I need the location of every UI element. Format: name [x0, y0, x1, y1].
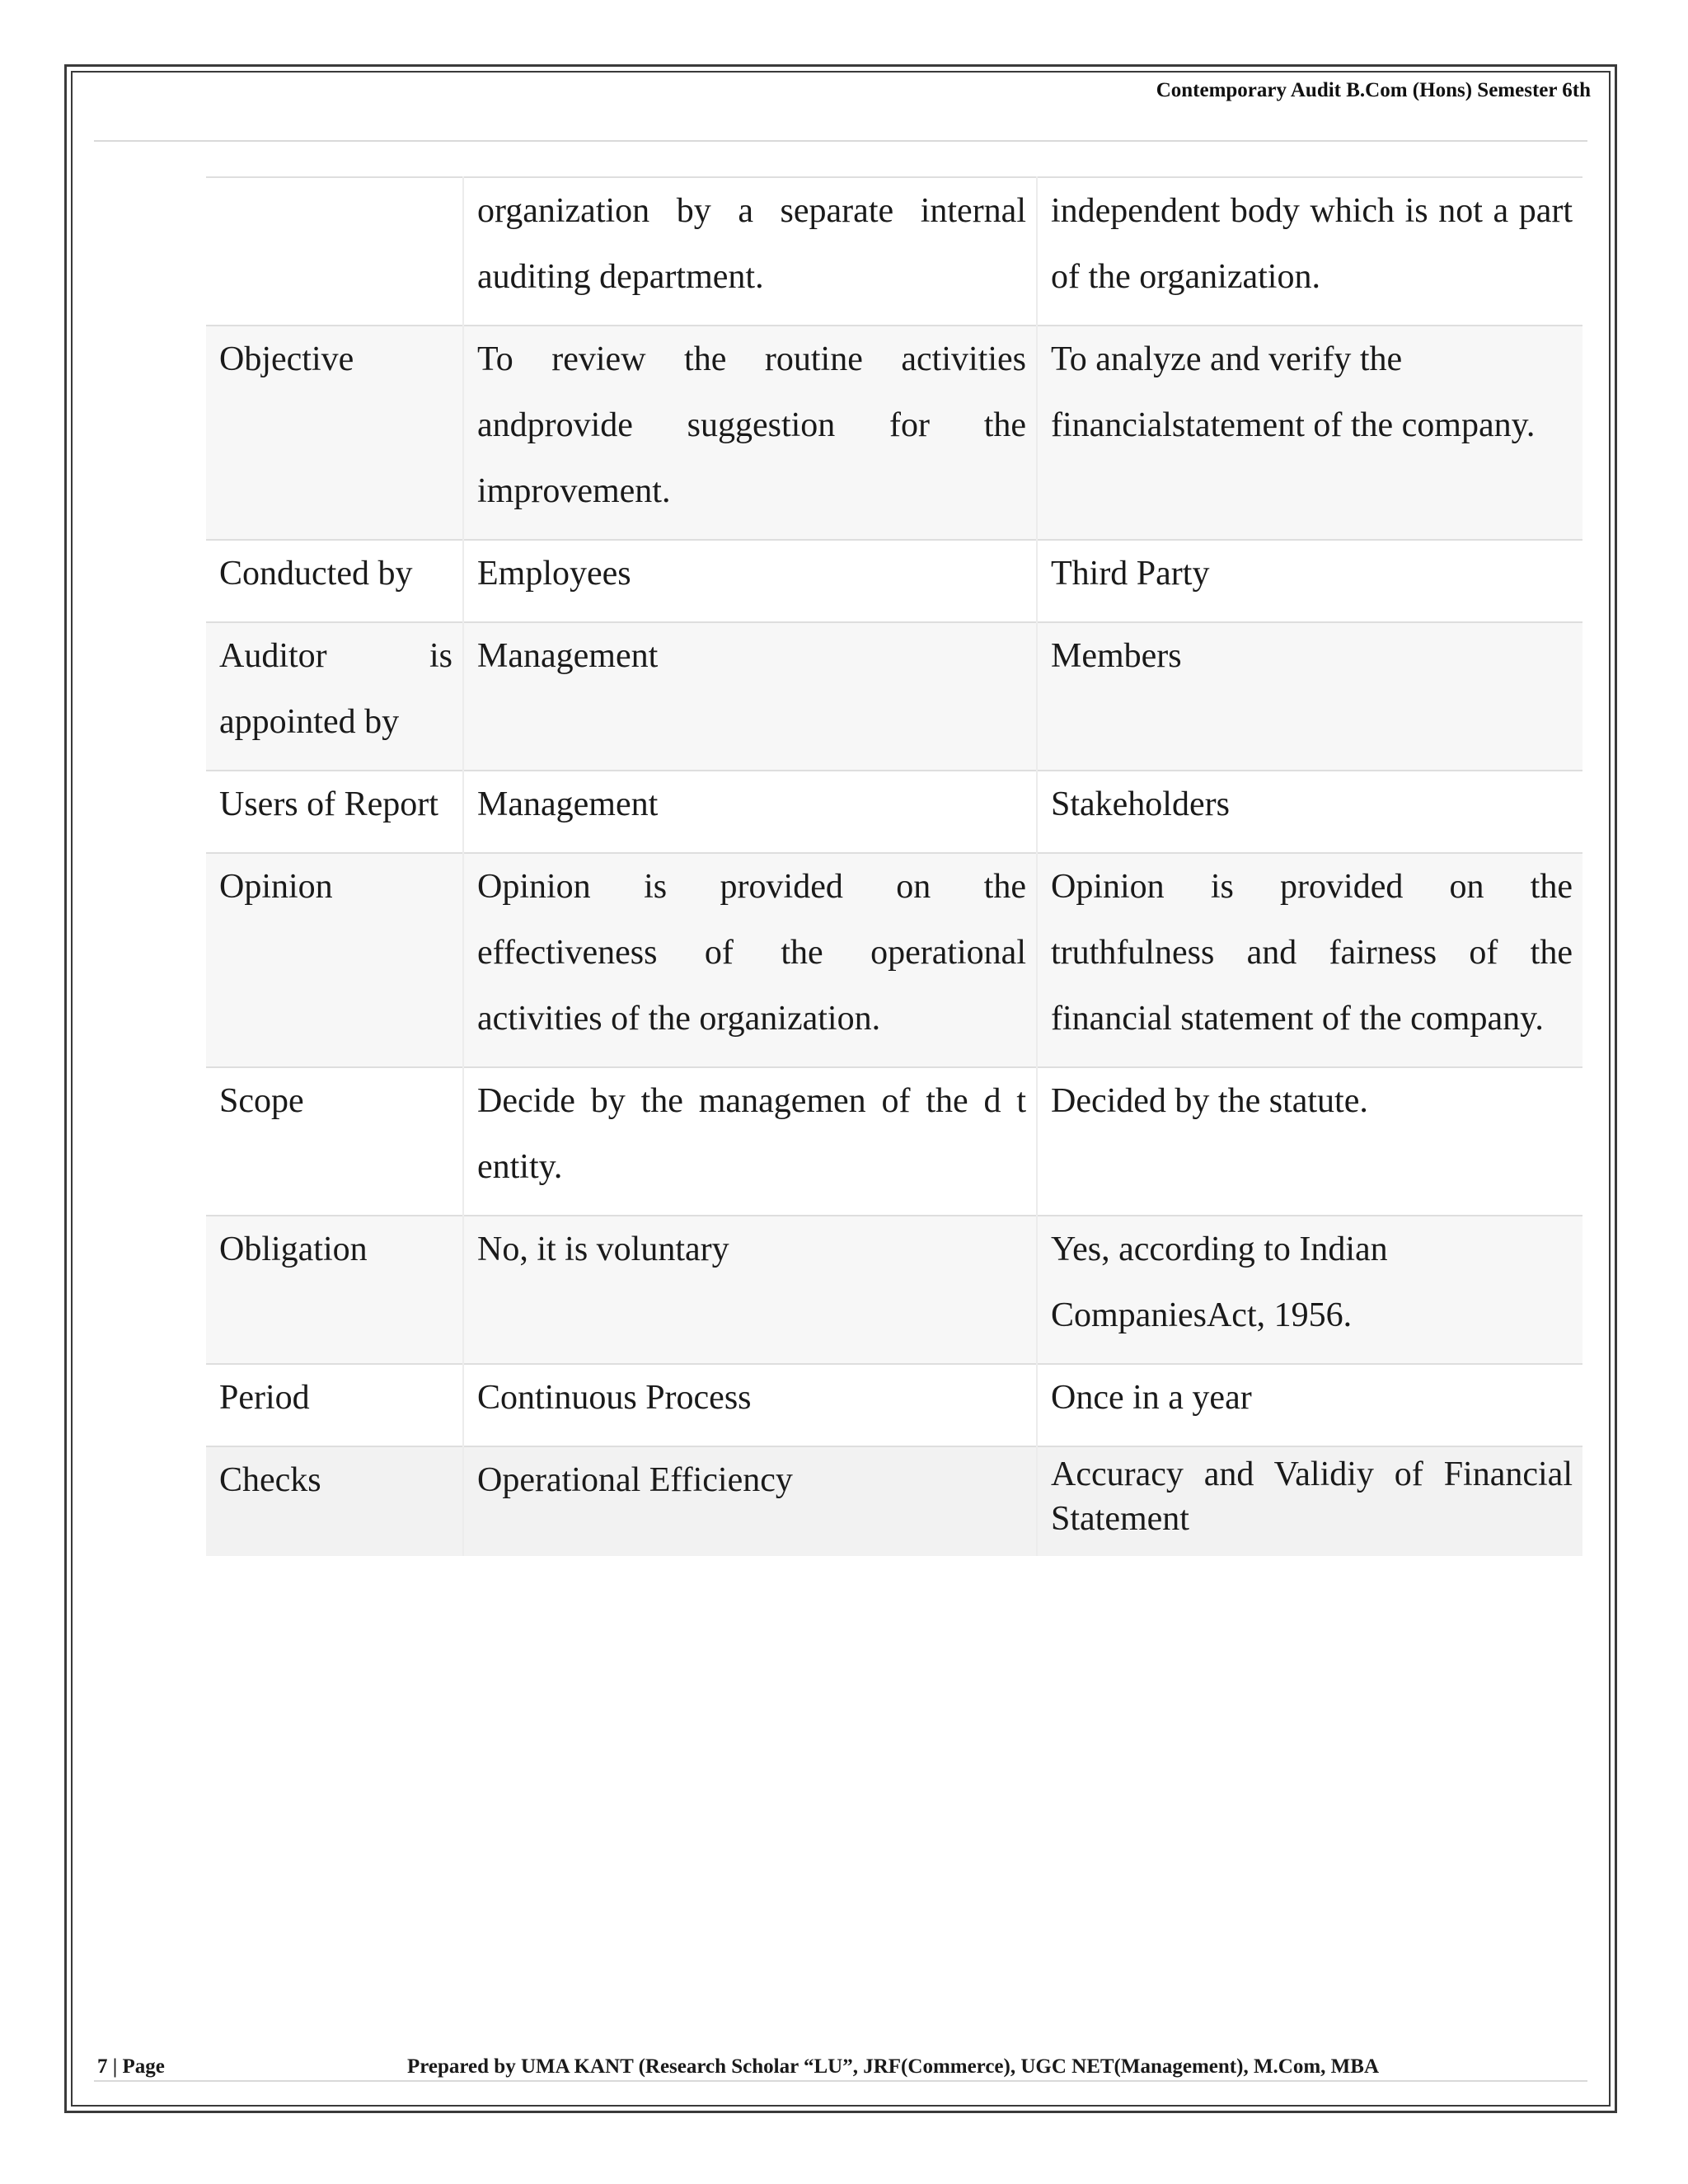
criterion-cell: Checks: [206, 1446, 463, 1556]
internal-audit-cell: Employees: [463, 540, 1037, 622]
criterion-cell: Opinion: [206, 853, 463, 1067]
statutory-audit-cell: Stakeholders: [1051, 785, 1230, 823]
criterion-cell: [206, 177, 463, 326]
criterion-cell: Auditor is appointed by: [206, 622, 463, 771]
criterion-cell: Users of Report: [206, 771, 463, 853]
statutory-audit-cell: Opinion is provided on the truthfulness and fairness of the financial statement of the company.: [1051, 868, 1573, 1038]
internal-audit-cell: No, it is voluntary: [463, 1216, 1037, 1364]
table-row: [206, 1364, 1582, 1446]
table-row: [206, 771, 1582, 853]
statutory-audit-cell: independent body which is not a part of the organization.: [1051, 192, 1573, 296]
statutory-audit-cell: To analyze and verify the financialstatement of the company.: [1051, 340, 1536, 444]
statutory-audit-cell: Once in a year: [1051, 1379, 1252, 1417]
statutory-audit-cell: Decided by the statute.: [1051, 1082, 1368, 1120]
table-row: [206, 326, 1582, 540]
internal-audit-cell: Continuous Process: [463, 1364, 1037, 1446]
internal-audit-cell: Operational Efficiency: [463, 1446, 1037, 1556]
table-row: [206, 1216, 1582, 1364]
page-number: 7 | Page: [97, 2055, 165, 2078]
statutory-audit-cell: Accuracy and Validiy of Financial Statement: [1051, 1455, 1573, 1538]
internal-audit-cell: Management: [463, 771, 1037, 853]
internal-audit-cell: Opinion is provided on the effectiveness of the operational activities of the organization.: [463, 853, 1037, 1067]
running-header: Contemporary Audit B.Com (Hons) Semester 6th: [1156, 79, 1591, 101]
statutory-audit-cell: Members: [1051, 637, 1182, 675]
criterion-cell: Conducted by: [206, 540, 463, 622]
table-row: [206, 540, 1582, 622]
table-row: [206, 177, 1582, 326]
criterion-cell: Objective: [206, 326, 463, 540]
internal-audit-cell: Decide by the managemen of the d t entity.: [463, 1067, 1037, 1216]
internal-audit-cell: organization by a separate internal auditing department.: [463, 177, 1037, 326]
table-row: [206, 853, 1582, 1067]
criterion-cell: Period: [206, 1364, 463, 1446]
table-row: [206, 622, 1582, 771]
statutory-audit-cell: Third Party: [1051, 555, 1210, 593]
table-row: [206, 1067, 1582, 1216]
header-divider: [94, 140, 1587, 142]
footer-credit: Prepared by UMA KANT (Research Scholar “LU”, JRF(Commerce), UGC NET(Management), M.Com, MBA: [407, 2055, 1380, 2078]
criterion-cell: Scope: [206, 1067, 463, 1216]
comparison-table: [206, 176, 1582, 1556]
statutory-audit-cell: Yes, according to Indian CompaniesAct, 1956.: [1051, 1230, 1388, 1334]
internal-audit-cell: To review the routine activities andprovide suggestion for the improvement.: [463, 326, 1037, 540]
table-row: [206, 1446, 1582, 1556]
internal-audit-cell: Management: [463, 622, 1037, 771]
footer-divider: [94, 2080, 1587, 2082]
criterion-cell: Obligation: [206, 1216, 463, 1364]
